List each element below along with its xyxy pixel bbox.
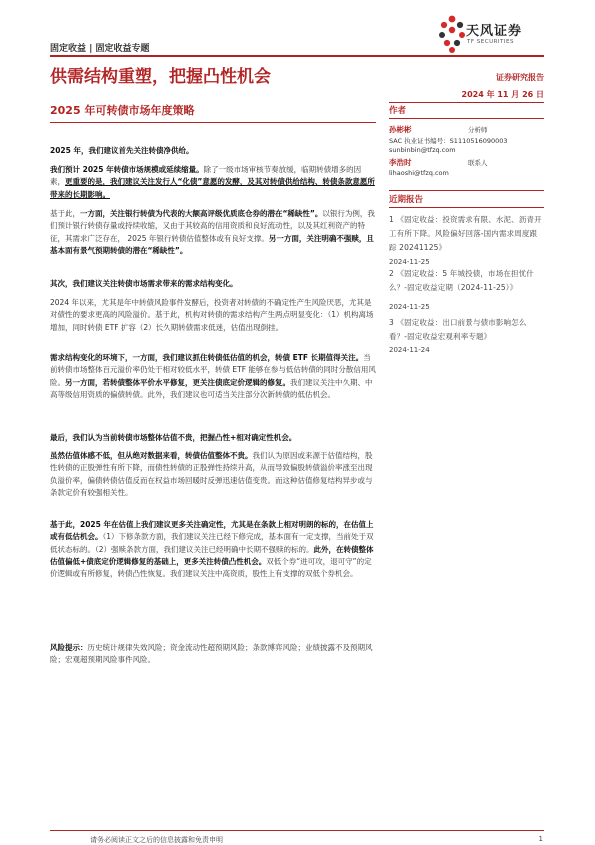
author-heading-underline	[389, 118, 544, 119]
author-name: 李浩时	[389, 158, 412, 167]
related-report-date: 2024-11-25	[389, 258, 430, 266]
author-cert: SAC 执业证书编号：S1110516090003	[389, 137, 508, 145]
subtitle-divider	[50, 122, 376, 123]
body-text: 除了一级市场审核节奏放缓，临期转债增多的因素，	[50, 165, 362, 187]
footer-disclaimer[interactable]: 请务必阅读正文之后的信息披露和免责申明	[90, 836, 223, 844]
related-report-item[interactable]: 1 《固定收益：投资需求有限、水泥、沥青开工有所下降。风险偏好回落-国内需求周度跟踪 20241125》	[389, 215, 542, 252]
related-report-item[interactable]: 2 《固定收益：5 年城投债，市场在担忧什么？-固定收益定期（2024-11-25）》	[389, 269, 534, 292]
author-role: 分析师	[468, 126, 488, 134]
risk-warning	[50, 642, 376, 667]
body-text: 我们建议关注中久期、中高等级信用资质的偏债转债。此外，我们建议也可适当关注部分次新转债的低估机会。	[50, 377, 373, 399]
report-category: 固定收益 | 固定收益专题	[50, 44, 150, 54]
related-report-item[interactable]: 3 《固定收益：出口前景与债市影响怎么看？-固定收益宏观利率专题》	[389, 318, 527, 341]
bold-text: 此外，在转债整体估值偏低+债底定价逻辑修复的基础上，更多关注转债凸性机会。	[50, 544, 374, 566]
header-divider	[50, 55, 544, 57]
body-paragraph	[50, 450, 376, 499]
bold-text: 风险提示：	[50, 643, 88, 652]
logo-mark-icon	[438, 14, 466, 54]
bold-text: 基于此，2025 年在估值上我们建议更多关注确定性，尤其是在条款上相对明朗的标的，在估值上或有低估机会。	[50, 520, 374, 542]
page-number: 1	[538, 835, 543, 843]
bold-text: 另一方面，若转债整体平价水平修复，更关注债底定价逻辑的修复。	[65, 377, 290, 387]
related-report-date: 2024-11-25	[389, 303, 430, 311]
body-text: 双低个券“进可攻，退可守”的定价逻辑或有所修复，转债凸性恢复。我们建议关注中高资质，股性上有支撑的双低个券机会。	[50, 556, 372, 579]
body-text: 以银行为例，我们预计银行转债存量或持续收缩，又由于其较高的信用资质和良好流动性，以及其红利资产的特征，其需求广泛存在， 2025 年银行转债估值整体或有良好支撑。	[50, 209, 375, 243]
author-section-divider	[389, 102, 544, 103]
body-paragraph	[50, 352, 376, 401]
body-paragraph	[50, 278, 376, 290]
report-title: 供需结构重塑，把握凸性机会	[50, 67, 271, 87]
bold-text: 最后，我们认为当前转债市场整体估值不贵，把握凸性+相对确定性机会。	[50, 433, 297, 442]
related-section-divider	[389, 190, 544, 191]
body-text: 基于此，	[50, 209, 80, 218]
logo-subtext: TF SECURITIES	[467, 39, 514, 45]
body-text: （1）下修条款方面，我们建议关注已经下修完成，基本面有一定支撑，当前处于双低状态标的。（2）强赎条款方面，我们建议关注已经明确中长期不强赎的标的。	[50, 532, 374, 554]
bold-text: 需求结构变化的环境下，一方面，我们建议抓住转债低估值的机会，转债 ETF 长期值得关注。	[50, 353, 364, 362]
report-type: 证券研究报告	[496, 73, 544, 82]
body-text: 我们认为原因或来源于估值结构，股性转债的正股弹性有所下降，而债性转债的正股弹性持续升高，从而导致偏股转债溢价率涨至出现负溢价率，偏债转债估值反而在权益市场回暖时反弹迅速估值变贵。而这种估值修复结构异步或与条款定价有较强相关性。	[50, 451, 373, 497]
body-paragraph	[50, 208, 376, 257]
author-role: 联系人	[468, 159, 488, 167]
related-report-date: 2024-11-24	[389, 346, 430, 354]
bold-text: 我们预计 2025 年转债市场规模或延续缩量。	[50, 165, 204, 174]
tf-securities-logo	[438, 14, 568, 54]
body-paragraph	[50, 164, 376, 201]
related-heading-underline	[389, 207, 544, 208]
logo-text: 天风证券	[466, 24, 523, 39]
body-paragraph	[50, 297, 376, 334]
body-text: 历史统计规律失效风险；资金流动性超预期风险；条款博弈风险；业绩披露不及预期风险；宏观超预期风险事件风险。	[50, 643, 373, 665]
bold-text: 一方面，关注银行转债为代表的大额高评级优质底仓券的潜在“稀缺性”。	[80, 209, 323, 218]
report-subtitle: 2025 年可转债市场年度策略	[50, 104, 195, 117]
author-email[interactable]: lihaoshi@tfzq.com	[389, 169, 449, 177]
report-date: 2024 年 11 月 26 日	[461, 90, 544, 99]
underlined-bold-text: 更重要的是，我们建议关注发行人“化债”意愿的发酵，及其对转债供给结构、转债条款意愿所带来的长期影响。	[50, 177, 375, 199]
bold-text: 另一方面，关注明确不强赎，且基本面有景气预期转债的潜在“稀缺性”。	[50, 233, 374, 255]
author-name: 孙彬彬	[389, 125, 412, 134]
bold-text: 其次，我们建议关注转债市场需求带来的需求结构变化。	[50, 279, 238, 288]
bold-text: 2025 年，我们建议首先关注转债净供给。	[50, 146, 194, 155]
body-paragraph	[50, 145, 376, 157]
bold-text: 虽然估值体感不低，但从绝对数据来看，转债估值整体不贵。	[50, 451, 253, 460]
related-heading: 近期报告	[389, 195, 424, 205]
author-heading: 作者	[389, 106, 407, 116]
footer-divider	[50, 830, 544, 831]
author-email[interactable]: sunbinbin@tfzq.com	[389, 146, 456, 154]
body-text: 2024 年以来，尤其是年中转债风险事件发酵后，投资者对转债的不确定性产生风险厌恶，尤其是对债性的要求更高的风险溢价。基于此，机构对转债的需求结构产生两点明显变化：（1）机构离场增加，同时转债 ETF 扩容（2）长久期转债需求低迷，估值出现倒挂。	[50, 298, 374, 332]
body-text: 当前转债市场整体百元溢价率仍处于相对较低水平，转债 ETF 能够在参与低估转债的同时分散信用风险。	[50, 353, 376, 387]
body-paragraph	[50, 432, 376, 444]
body-paragraph	[50, 519, 376, 580]
